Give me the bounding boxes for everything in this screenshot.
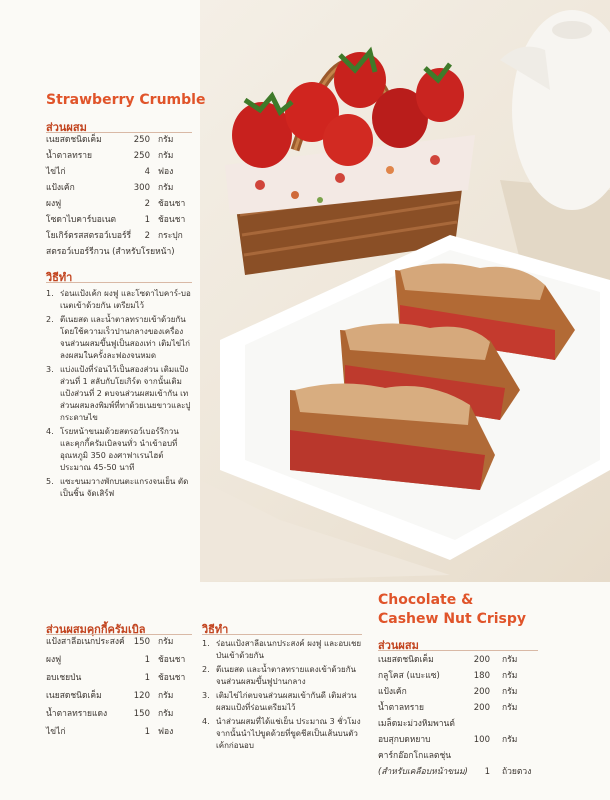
ingredient-name: น้ำตาลทราย <box>46 151 93 161</box>
ingredient-name: น้ำตาลทรายแดง <box>46 709 108 719</box>
ingredient-qty: 250 <box>133 135 150 145</box>
ingredient-unit: ฟอง <box>158 167 174 177</box>
ingredient-name: คาร์กอ๊อกโกแลตชุ่น <box>378 751 452 761</box>
ingredient-qty: 2 <box>144 199 150 209</box>
step-number: 1. <box>46 289 54 298</box>
recipe2-ingredients-heading: ส่วนผสม <box>378 639 419 652</box>
ingredient-name: เนยสดชนิดเค็ม <box>46 691 102 701</box>
step-text: โรยหน้าขนมด้วยสตรอว์เบอร์รีกวน และคุกกี้ครัมเบิลจนทั่ว นำเข้าอบที่อุณหภูมิ 350 องศาฟาเรนไฮต์ ประมาณ 45-50 นาที <box>60 427 179 472</box>
ingredient-name: แป้งเค้ก <box>378 687 407 697</box>
ingredient-name: น้ำตาลทราย <box>378 703 425 713</box>
method-step <box>202 716 362 752</box>
ingredient-qty: 180 <box>473 671 490 681</box>
ingredient-unit: กรัม <box>502 735 518 745</box>
divider <box>202 634 362 635</box>
method-step <box>46 476 192 500</box>
ingredient-qty: 1 <box>484 767 490 777</box>
step-text: ร่อนแป้งสาลีอเนกประสงค์ ผงฟู และอบเชยป่นเข้าด้วยกัน <box>216 639 362 660</box>
ingredient-name: เมล็ดมะม่วงหิมพานต์ <box>378 719 455 729</box>
method-step <box>202 638 362 662</box>
ingredient-name: เนยสดชนิดเค็ม <box>378 655 434 665</box>
ingredient-unit: ช้อนชา <box>158 673 186 683</box>
step-text: ตีเนยสด และน้ำตาลทรายเข้าด้วยกัน โดยใช้ความเร็วปานกลางของเครื่อง จนส่วนผสมขึ้นฟูเป็นสองเท่า เติมไข่ไก่ลงผสมในครั้งละฟองจนหมด <box>60 315 190 360</box>
ingredient-name: (สำหรับเคลือบหน้าขนม) <box>378 767 468 777</box>
method-step <box>46 314 192 362</box>
ingredient-name: เนยสดชนิดเค็ม <box>46 135 102 145</box>
ingredient-unit: กรัม <box>158 709 174 719</box>
ingredient-qty: 1 <box>144 655 150 665</box>
ingredient-name: ไข่ไก่ <box>46 727 66 737</box>
step-number: 5. <box>46 477 54 486</box>
ingredient-qty: 1 <box>144 215 150 225</box>
recipe1-steps <box>46 288 192 502</box>
ingredient-qty: 250 <box>133 151 150 161</box>
ingredient-unit: กรัม <box>158 637 174 647</box>
ingredient-qty: 1 <box>144 673 150 683</box>
ingredient-qty: 150 <box>133 709 150 719</box>
ingredient-unit: ช้อนชา <box>158 655 186 665</box>
ingredient-name: ผงฟู <box>46 655 62 665</box>
step-text: ร่อนแป้งเค้ก ผงฟู และโซดาไบคาร์-บอเนตเข้าด้วยกัน เตรียมไว้ <box>60 289 191 310</box>
ingredient-qty: 200 <box>473 703 490 713</box>
ingredient-unit: กรัม <box>502 687 518 697</box>
divider <box>378 650 538 651</box>
ingredient-qty: 150 <box>133 637 150 647</box>
ingredient-name: แป้งเค้ก <box>46 183 75 193</box>
ingredient-name: ไข่ไก่ <box>46 167 66 177</box>
ingredient-unit: กรัม <box>502 671 518 681</box>
ingredient-unit: ช้อนชา <box>158 199 186 209</box>
recipe2-title-line1: Chocolate & <box>378 592 474 608</box>
ingredient-name: สตรอว์เบอร์รีกวน (สำหรับโรยหน้า) <box>46 247 175 257</box>
divider <box>46 132 192 133</box>
ingredient-name: โซดาไบคาร์บอเนต <box>46 215 117 225</box>
method-step <box>46 426 192 474</box>
step-text: แซะขนมวางพักบนตะแกรงจนเย็น ตัดเป็นชิ้น จัดเสิร์ฟ <box>60 477 189 498</box>
ingredient-qty: 4 <box>144 167 150 177</box>
step-number: 3. <box>46 365 54 374</box>
step-number: 4. <box>202 717 210 726</box>
ingredient-name: อบเชยป่น <box>46 673 82 683</box>
step-text: นำส่วนผสมที่ได้แช่เย็น ประมาณ 3 ชั่วโมง จากนั้นนำไปขูดด้วยที่ขูดชีสเป็นเส้นบนตัวเค้กก่อนอบ <box>216 717 361 750</box>
ingredient-qty: 200 <box>473 655 490 665</box>
ingredient-unit: ช้อนชา <box>158 215 186 225</box>
step-number: 3. <box>202 691 210 700</box>
crumble-method-heading: วิธีทำ <box>202 623 229 636</box>
ingredient-qty: 2 <box>144 231 150 241</box>
strawberry-crumble-photo <box>200 0 610 582</box>
recipe1-method-heading: วิธีทำ <box>46 271 73 284</box>
ingredient-name: แป้งสาลีอเนกประสงค์ <box>46 637 125 647</box>
step-number: 4. <box>46 427 54 436</box>
method-step <box>202 664 362 688</box>
divider <box>46 282 192 283</box>
ingredient-unit: กรัม <box>158 183 174 193</box>
ingredient-unit: กรัม <box>158 691 174 701</box>
divider <box>46 634 192 635</box>
ingredient-name: โยเกิร์ตรสสตรอว์เบอร์รี่ <box>46 231 132 241</box>
ingredient-qty: 300 <box>133 183 150 193</box>
method-step <box>202 690 362 714</box>
step-number: 2. <box>202 665 210 674</box>
recipe2-title-line2: Cashew Nut Crispy <box>378 611 527 627</box>
step-number: 2. <box>46 315 54 324</box>
ingredient-qty: 1 <box>144 727 150 737</box>
ingredient-name: กลูโคส (แบะแซ) <box>378 671 440 681</box>
ingredient-qty: 120 <box>133 691 150 701</box>
method-step <box>46 364 192 424</box>
ingredient-qty: 200 <box>473 687 490 697</box>
method-step <box>46 288 192 312</box>
step-number: 1. <box>202 639 210 648</box>
ingredient-unit: กรัม <box>502 703 518 713</box>
ingredient-unit: ถ้วยตวง <box>502 767 532 777</box>
ingredient-qty: 100 <box>473 735 490 745</box>
recipe1-title: Strawberry Crumble <box>46 92 206 108</box>
ingredient-name: อบสุกบดหยาบ <box>378 735 431 745</box>
step-text: แบ่งแป้งที่ร่อนไว้เป็นสองส่วน เติมแป้งส่วนที่ 1 สลับกับโยเกิร์ต จากนั้นเติมแป้งส่วนที่ 2 ตบจนส่วนผสมเข้ากัน เทส่วนผสมลงพิมพ์ที่ทาด้วยเนยขาวและปูกระดาษไข <box>60 365 191 422</box>
ingredient-name: ผงฟู <box>46 199 62 209</box>
ingredient-unit: กรัม <box>158 135 174 145</box>
step-text: ตีเนยสด และน้ำตาลทรายแดงเข้าด้วยกัน จนส่วนผสมขึ้นฟูปานกลาง <box>216 665 357 686</box>
ingredient-unit: ฟอง <box>158 727 174 737</box>
recipe1-ingredients-heading: ส่วนผสม <box>46 121 87 134</box>
ingredient-unit: กระปุก <box>158 231 183 241</box>
step-text: เติมไข่ไก่ตบจนส่วนผสมเข้ากันดี เติมส่วนผสมแป้งที่ร่อนเตรียมไว้ <box>216 691 357 712</box>
crumble-heading: ส่วนผสมคุกกี้ครัมเบิล <box>46 623 146 636</box>
crumble-steps <box>202 638 362 754</box>
ingredient-unit: กรัม <box>502 655 518 665</box>
ingredient-unit: กรัม <box>158 151 174 161</box>
